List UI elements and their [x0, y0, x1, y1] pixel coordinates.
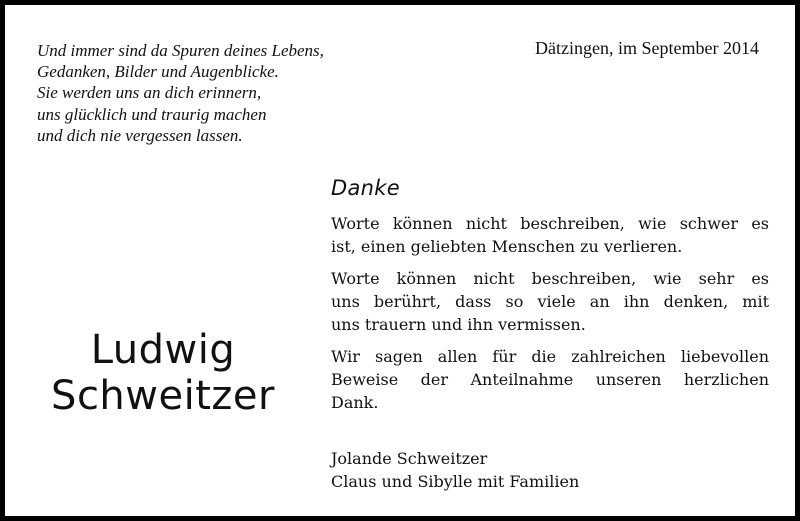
thanks-paragraph-3: [331, 345, 769, 414]
paragraph-1-line-2: ist, einen geliebten Menschen zu verlieren.: [331, 237, 683, 256]
signature-line-1: Jolande Schweitzer: [331, 449, 488, 468]
poem-line-5: und dich nie vergessen lassen.: [37, 125, 243, 145]
paragraph-3-line-1: Wir sagen allen für die zahlreichen liebevollen: [331, 347, 769, 366]
memorial-poem: [37, 40, 417, 146]
poem-line-4: uns glücklich und traurig machen: [37, 104, 267, 124]
thanks-paragraph-1: [331, 212, 769, 258]
thanks-section: [331, 173, 769, 493]
deceased-last-name: Schweitzer: [51, 373, 275, 419]
paragraph-3-line-3: Dank.: [331, 393, 379, 412]
deceased-first-name: Ludwig: [90, 327, 236, 373]
signatures: [331, 447, 769, 493]
signature-line-2: Claus und Sibylle mit Familien: [331, 472, 580, 491]
deceased-name: [33, 327, 293, 419]
paragraph-1-line-1: Worte können nicht beschreiben, wie schwer es: [331, 214, 769, 233]
thanks-paragraph-2: [331, 267, 769, 336]
paragraph-2-line-2: uns berührt, dass so viele an ihn denken, mit: [331, 292, 769, 311]
poem-line-3: Sie werden uns an dich erinnern,: [37, 83, 262, 103]
paragraph-2-line-3: uns trauern und ihn vermissen.: [331, 315, 586, 334]
poem-line-1: Und immer sind da Spuren deines Lebens,: [37, 41, 324, 60]
paragraph-3-line-2: Beweise der Anteilnahme unseren herzlichen: [331, 370, 769, 389]
place-and-date: Dätzingen, im September 2014: [535, 38, 759, 58]
paragraph-2-line-1: Worte können nicht beschreiben, wie sehr es: [331, 269, 769, 288]
poem-line-2: Gedanken, Bilder und Augenblicke.: [37, 62, 279, 82]
thanks-heading: Danke: [331, 176, 400, 200]
